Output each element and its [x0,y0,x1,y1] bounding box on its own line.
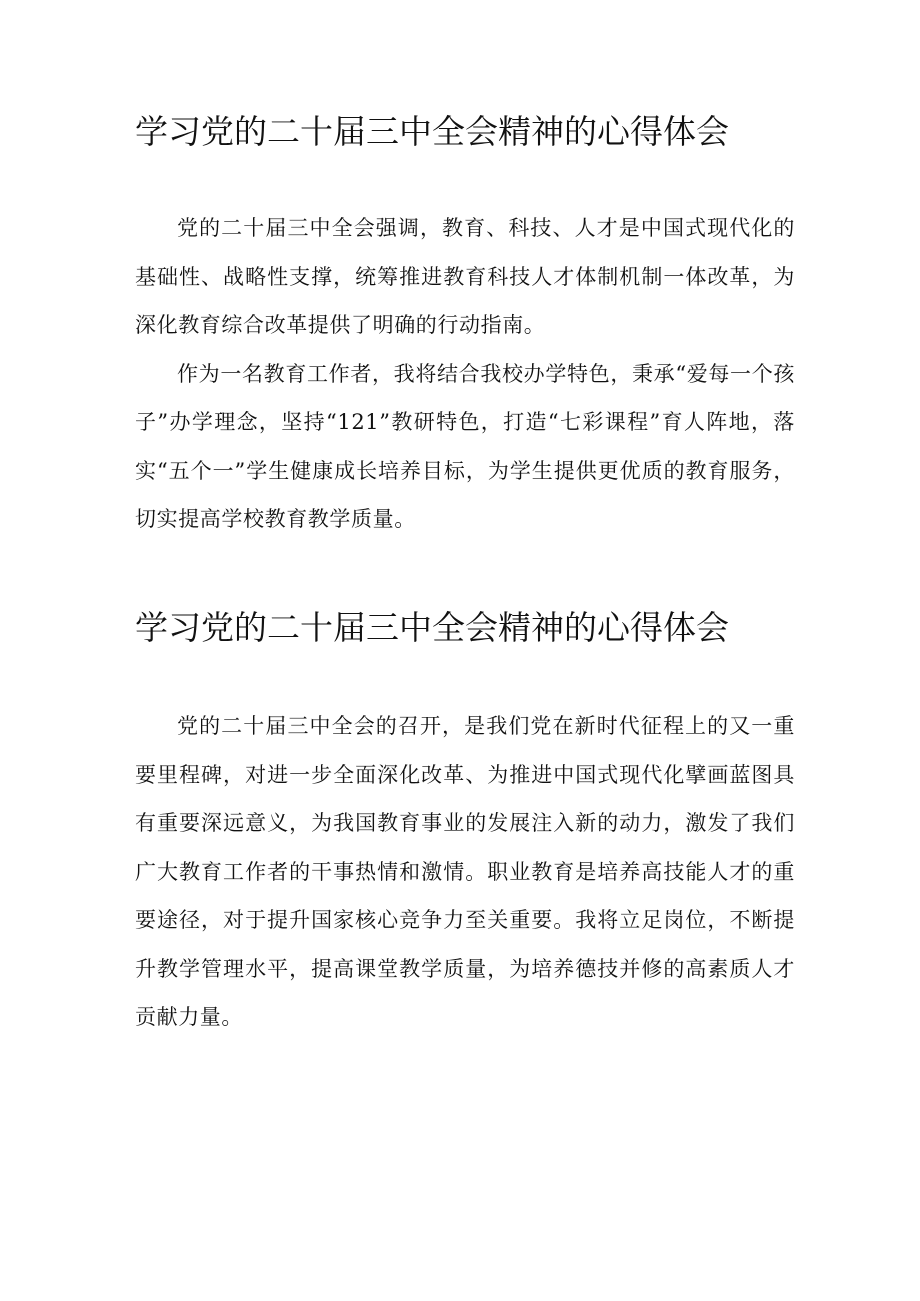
article-section-2 [135,604,795,1042]
paragraph: 党的二十届三中全会强调，教育、科技、人才是中国式现代化的基础性、战略性支撑，统筹推进教育科技人才体制机制一体改革，为深化教育综合改革提供了明确的行动指南。 [135,216,795,337]
article-title: 学习党的二十届三中全会精神的心得体会 [135,112,729,151]
paragraph: 党的二十届三中全会的召开，是我们党在新时代征程上的又一重要里程碑，对进一步全面深化改革、为推进中国式现代化擘画蓝图具有重要深远意义，为我国教育事业的发展注入新的动力，激发了我们广大教育工作者的干事热情和激情。职业教育是培养高技能人才的重要途径，对于提升国家核心竞争力至关重要。我将立足岗位，不断提升教学管理水平，提高课堂教学质量，为培养德技并修的高素质人才贡献力量。 [135,714,795,1029]
article-title: 学习党的二十届三中全会精神的心得体会 [135,608,729,647]
article-body [135,702,795,1042]
article-section-1 [135,108,795,544]
article-body [135,204,795,544]
paragraph: 作为一名教育工作者，我将结合我校办学特色，秉承“爱每一个孩子”办学理念，坚持“121”教研特色，打造“七彩课程”育人阵地，落实“五个一”学生健康成长培养目标，为学生提供更优质的教育服务，切实提高学校教育教学质量。 [135,361,795,531]
